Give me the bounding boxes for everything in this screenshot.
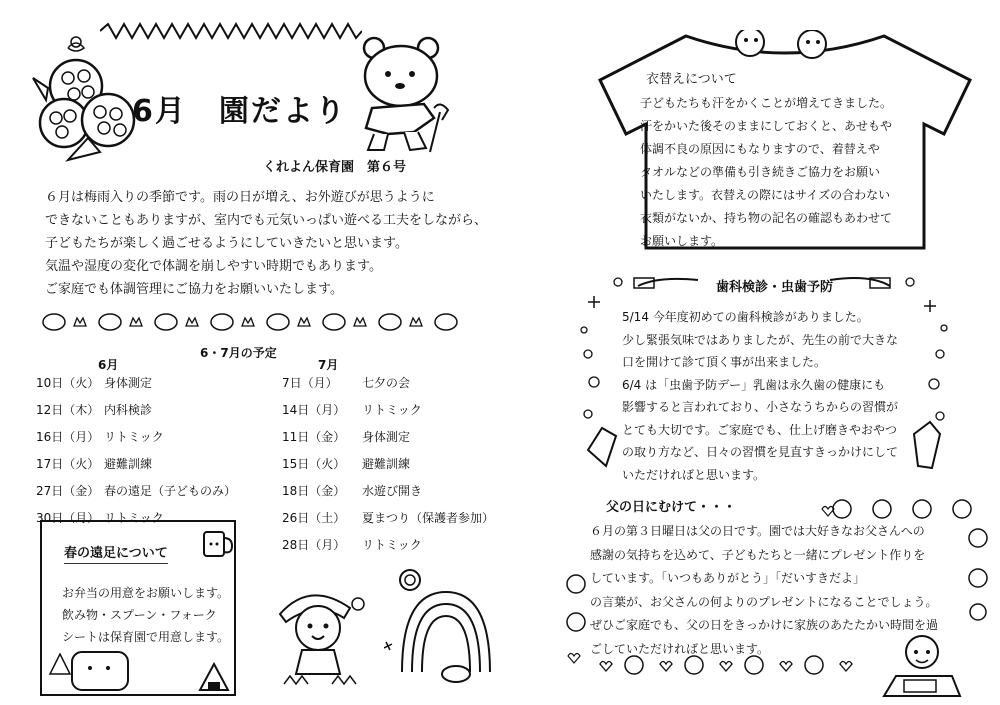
schedule-row: 7日（月） 七夕の会 xyxy=(282,376,411,390)
fathers-day-line: ぜひご家庭でも、父の日をきっかけに家族のあたたかい時間を過 xyxy=(590,618,939,632)
fathers-day-line: しています。「いつもありがとう」「だいすきだよ」 xyxy=(590,571,866,585)
dental-line: 影響すると言われており、小さなうちからの習慣が xyxy=(622,400,899,414)
fathers-day-line: の言葉が、お父さんの何よりのプレゼントになることでしょう。 xyxy=(590,594,938,609)
rice-ball-icon xyxy=(196,660,232,696)
excursion-line: 飲み物・スプーン・フォーク xyxy=(62,608,217,622)
bear-with-umbrella-illustration xyxy=(344,34,462,158)
june-schedule-list xyxy=(36,370,236,532)
fathers-day-line: 感謝の気持ちを込めて、子どもたちと一緒にプレゼント作りを xyxy=(590,547,926,562)
dental-checkup-title: 歯科検診・虫歯予防 xyxy=(716,280,834,295)
schedule-row: 12日（木） 内科検診 xyxy=(36,403,153,417)
schedule-row: 26日（土） 夏まつり（保護者参加） xyxy=(282,511,495,525)
schedule-row: 14日（月） リトミック xyxy=(282,403,422,417)
clothing-line: お願いします。 xyxy=(640,234,724,248)
dental-line: 少し緊張気味ではありましたが、先生の前で大きな xyxy=(622,332,899,347)
schedule-row: 11日（金） 身体測定 xyxy=(282,430,411,444)
clothing-line: 衣類がないか、持ち物の記名の確認もあわせて xyxy=(640,211,893,225)
fathers-day-body xyxy=(590,520,938,661)
intro-paragraph xyxy=(45,186,488,301)
dental-line: 5/14 今年度初めての歯科検診がありました。 xyxy=(622,310,869,324)
intro-line: 気温や湿度の変化で体調を崩しやすい時期でもあります。 xyxy=(45,259,382,274)
faces-border-right xyxy=(958,522,998,622)
excursion-body xyxy=(62,582,229,648)
july-schedule-list xyxy=(282,370,494,559)
schedule-row: 17日（火） 避難訓練 xyxy=(36,457,153,471)
schedule-row: 15日（火） 避難訓練 xyxy=(282,457,411,471)
cup-icon xyxy=(200,526,234,560)
july-header: 7月 xyxy=(318,358,339,372)
clothing-change-title: 衣替えについて xyxy=(646,72,737,87)
schedule-row: 28日（月） リトミック xyxy=(282,538,422,552)
rainbow-snail-illustration xyxy=(384,562,496,688)
dental-line: の取り方など、日々の習慣を見直すきっかけにして xyxy=(622,445,899,459)
faces-border-left xyxy=(560,572,594,682)
excursion-line: お弁当の用意をお願いします。 xyxy=(62,586,230,600)
intro-line: ６月は梅雨入りの季節です。雨の日が増え、お外遊びが思うように xyxy=(45,190,435,205)
schedule-row: 10日（火） 身体測定 xyxy=(36,376,153,390)
intro-line: ご家庭でも体調管理にご協力をお願いいたします。 xyxy=(45,282,343,297)
zigzag-border-decoration xyxy=(100,22,362,40)
lunchbox-icon xyxy=(46,644,132,694)
nursery-name-issue: くれよん保育園 第６号 xyxy=(263,160,407,175)
clothing-line: タオルなどの準備も引き続きご協力をお願い xyxy=(640,165,881,179)
child-with-hat-illustration xyxy=(270,574,374,688)
clothing-line: 子どもたちも汗をかくことが増えてきました。 xyxy=(640,96,893,110)
schedule-title: 6・7月の予定 xyxy=(200,346,277,360)
dental-line: とても大切です。ご家庭でも、仕上げ磨きやおやつ xyxy=(622,422,898,437)
clothing-change-body xyxy=(640,92,892,253)
excursion-title: 春の遠足について xyxy=(64,542,168,564)
schedule-row: 27日（金） 春の遠足（子どものみ） xyxy=(36,484,237,498)
hydrangea-illustration xyxy=(28,28,138,168)
june-header: 6月 xyxy=(98,358,119,372)
frog-border-decoration xyxy=(42,306,462,336)
fathers-day-line: ごしていただければと思います。 xyxy=(590,641,770,656)
excursion-line: シートは保育園で用意します。 xyxy=(62,630,230,644)
fathers-day-line: ６月の第３日曜日は父の日です。園では大好きなお父さんへの xyxy=(590,524,925,538)
intro-line: 子どもたちが楽しく過ごせるようにしていきたいと思います。 xyxy=(45,236,408,251)
dental-line: 6/4 は「虫歯予防デー」乳歯は永久歯の健康にも xyxy=(622,377,886,392)
intro-line: できないこともありますが、室内でも元気いっぱい遊べる工夫をしながら、 xyxy=(45,213,488,228)
dental-line: いただければと思います。 xyxy=(622,467,766,482)
schedule-row: 16日（月） リトミック xyxy=(36,430,164,444)
page-title: 6月 園だより xyxy=(132,94,347,129)
fathers-day-title: 父の日にむけて・・・ xyxy=(606,500,737,515)
schedule-row: 18日（金） 水遊び開き xyxy=(282,484,423,498)
clothing-line: 汗をかいた後そのままにしておくと、あせもや xyxy=(640,119,893,133)
clothing-line: 体調不良の原因にもなりますので、着替えや xyxy=(640,142,880,156)
dental-checkup-body xyxy=(622,306,898,486)
schedule-row: 30日（月） リトミック xyxy=(36,511,164,525)
clothing-line: いたします。衣替えの際にはサイズの合わない xyxy=(640,188,891,202)
dental-line: 口を開けて診て頂く事が出来ました。 xyxy=(622,355,827,369)
